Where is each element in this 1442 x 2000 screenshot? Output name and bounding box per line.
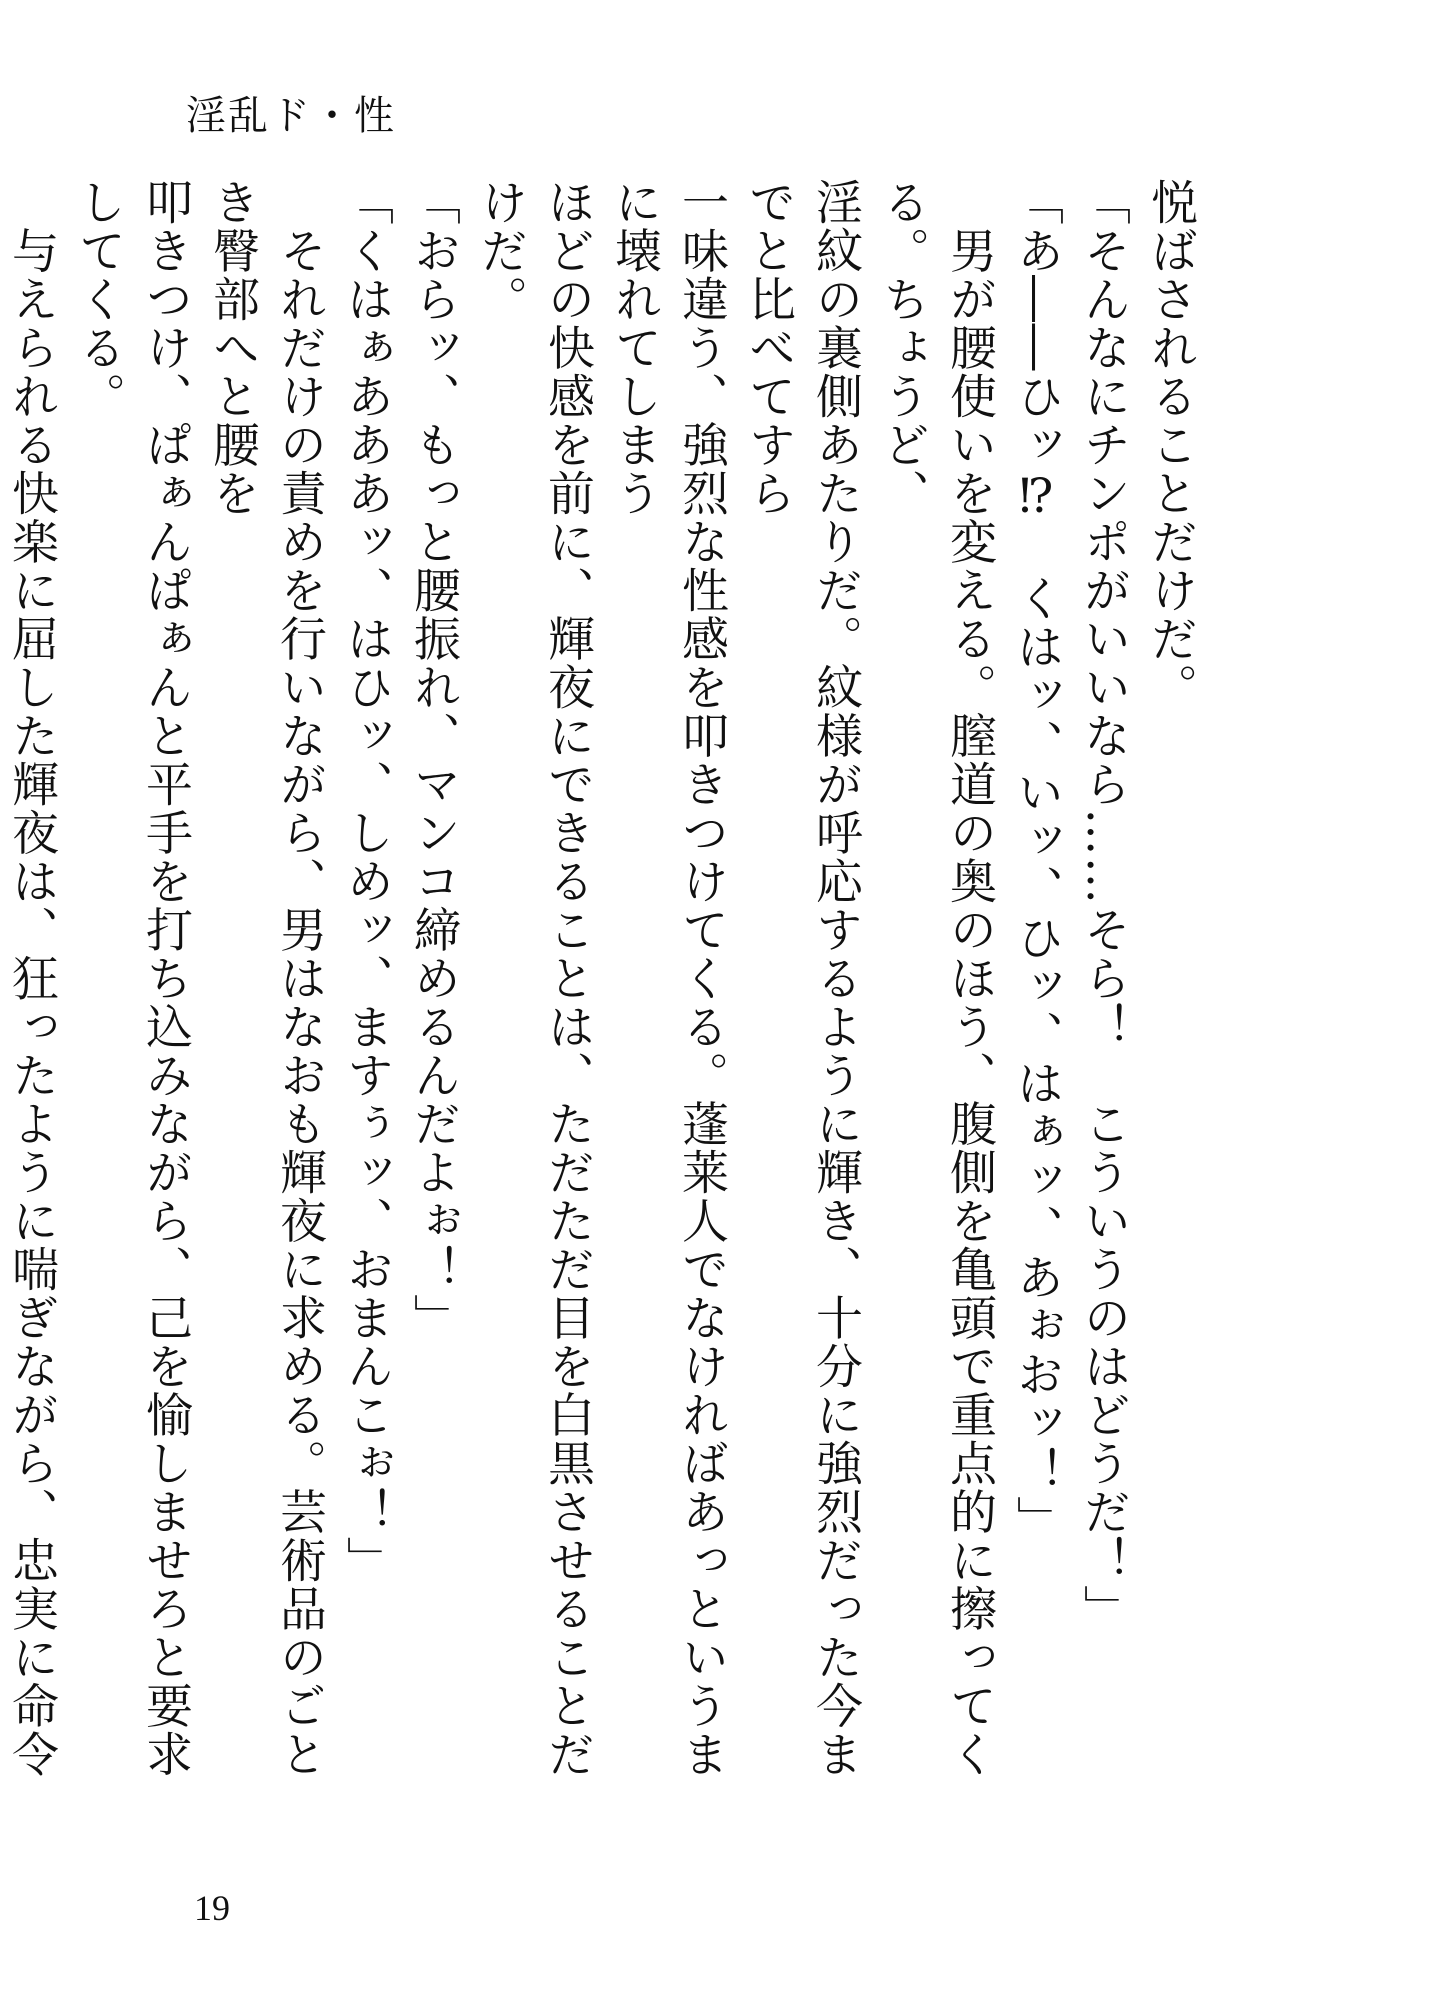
text-line: それだけの責めを行いながら、男はなおも輝夜に求める。芸術品のごとき臀部へと腰を [205, 178, 327, 1779]
text-line: 「あ――ひッ⁉ くはッ、いッ、ひッ、はぁッ、あぉおッ！」 [1009, 178, 1064, 1544]
vertical-body-text [0, 178, 1204, 1818]
text-line: ほどの快感を前に、輝夜にできることは、ただただ目を白黒させることだけだ。 [473, 178, 595, 1779]
text-line: 「おらッ、もっと腰振れ、マンコ締めるんだよぉ！」 [406, 178, 461, 1342]
page-number: 19 [194, 1888, 230, 1928]
text-line: 淫紋の裏側あたりだ。紋様が呼応するように輝き、十分に強烈だった今までと比べてすら [741, 178, 863, 1779]
running-title: 淫乱ド・性 [186, 93, 396, 139]
text-line: 叩きつけ、ぱぁんぱぁんと平手を打ち込みながら、己を愉しませろと要求してくる。 [71, 178, 193, 1779]
text-line: 男が腰使いを変える。膣道の奥のほう、腹側を亀頭で重点的に擦ってくる。ちょうど、 [875, 178, 997, 1779]
text-line: 一味違う、強烈な性感を叩きつけてくる。蓬莱人でなければあっというまに壊れてしまう [607, 178, 729, 1779]
text-line: 「くはぁあああッ、はひッ、しめッ、ますぅッ、おまんこぉ！」 [339, 178, 394, 1585]
text-line: 「そんなにチンポがいいなら……そら！ こういうのはどうだ！」 [1076, 178, 1131, 1633]
text-line: 悦ばされることだけだ。 [1143, 178, 1198, 712]
text-line: 与えられる快楽に屈した輝夜は、狂ったように喘ぎながら、忠実に命令 [4, 226, 59, 1779]
